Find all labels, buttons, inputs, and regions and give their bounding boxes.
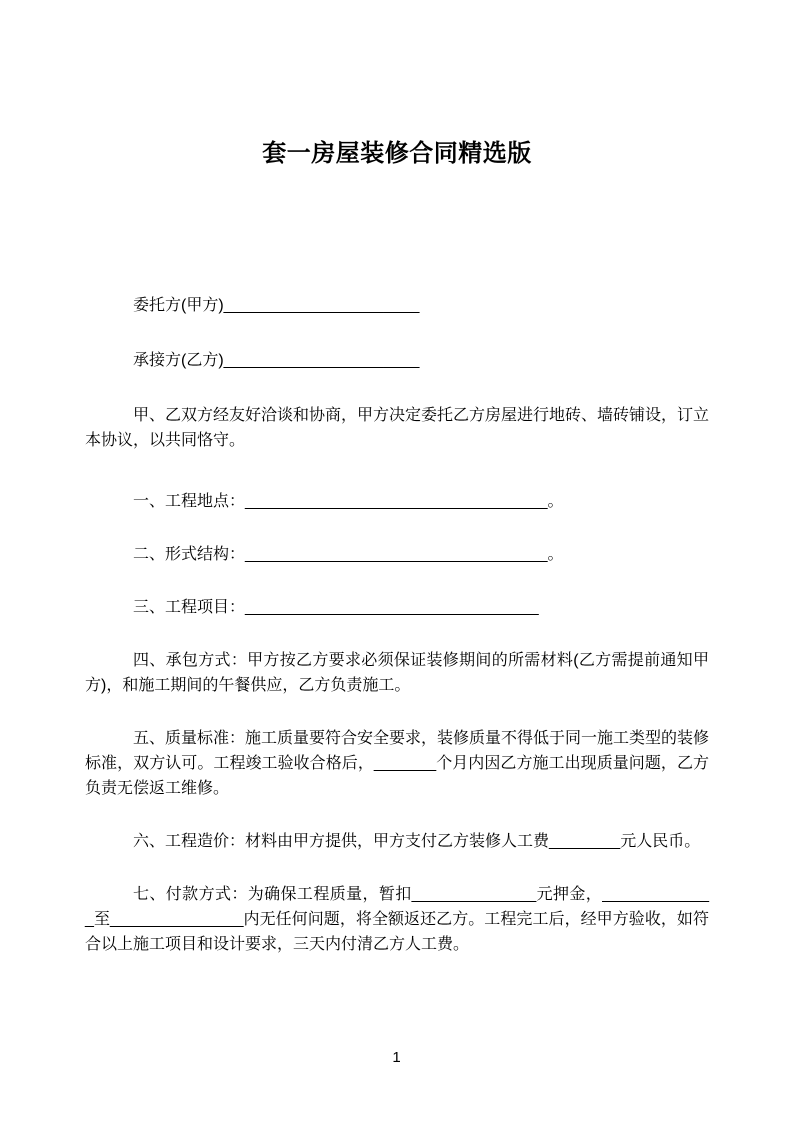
- page-number: 1: [392, 1049, 401, 1066]
- paragraph-party-b: 承接方(乙方)______________________: [133, 352, 420, 369]
- paragraph-clause-3-items: 三、工程项目：_________________________________: [133, 599, 539, 616]
- paragraph-clause-1-location: 一、工程地点：__________________________________。: [133, 493, 564, 510]
- paragraph-clause-7-payment: 七、付款方式：为确保工程质量，暂扣______________元押金，_____________至_______________内无任何问题，将全额返还乙方。工程完工后，经甲方验收，如符合以上施工项目和设计要求，三天内付清乙方人工费。: [85, 886, 709, 953]
- paragraph-party-a: 委托方(甲方)______________________: [133, 297, 420, 314]
- paragraph-clause-6-price: 六、工程造价：材料由甲方提供，甲方支付乙方装修人工费________元人民币。: [133, 833, 701, 850]
- page-content: [85, 0, 709, 985]
- document-title: 套一房屋装修合同精选版: [262, 140, 532, 167]
- paragraph-clause-4-contracting: 四、承包方式：甲方按乙方要求必须保证装修期间的所需材料(乙方需提前通知甲方)，和施工期间的午餐供应，乙方负责施工。: [85, 652, 709, 694]
- paragraph-clause-2-structure: 二、形式结构：__________________________________。: [133, 546, 564, 563]
- paragraph-clause-5-quality: 五、质量标准：施工质量要符合安全要求，装修质量不得低于同一施工类型的装修标准，双方认可。工程竣工验收合格后，_______个月内因乙方施工出现质量问题，乙方负责无偿返工维修。: [85, 730, 710, 797]
- paragraph-preamble: 甲、乙双方经友好洽谈和协商，甲方决定委托乙方房屋进行地砖、墙砖铺设，订立本协议，以共同恪守。: [85, 407, 710, 449]
- contract-body: [85, 293, 709, 957]
